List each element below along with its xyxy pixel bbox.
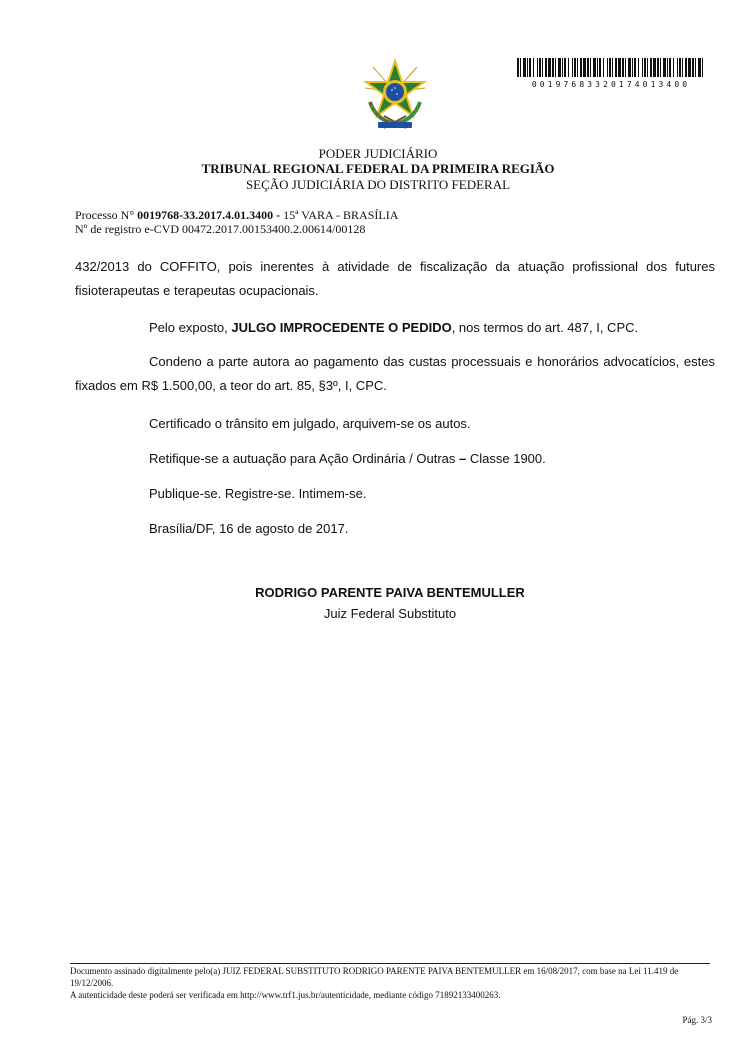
process-number: 0019768-33.2017.4.01.3400 <box>137 208 274 222</box>
paragraph-retificacao <box>149 447 546 471</box>
process-separator: - <box>273 208 284 222</box>
footer-authenticity-note: A autenticidade deste poderá ser verificada em http://www.trf1.jus.br/autenticidade, mediante código 71892133400263. <box>70 990 501 1000</box>
footer-divider <box>70 963 710 964</box>
retificacao-classe: Classe 1900. <box>466 451 546 466</box>
process-line <box>75 208 398 222</box>
dispositivo-fundamento: , nos termos do art. 487, I, CPC. <box>451 320 639 335</box>
barcode-icon <box>517 58 705 77</box>
process-label: Processo N° <box>75 208 138 222</box>
brazil-coat-of-arms-icon <box>362 58 428 130</box>
barcode-number: 00197683320174013400 <box>531 80 691 89</box>
signature-title: Juiz Federal Substituto <box>323 606 457 621</box>
paragraph-dispositivo <box>75 316 715 340</box>
header-tribunal: TRIBUNAL REGIONAL FEDERAL DA PRIMEIRA REGIÃO <box>201 161 555 176</box>
footer <box>70 965 710 1001</box>
signature-name: RODRIGO PARENTE PAIVA BENTEMULLER <box>255 585 525 600</box>
retificacao-dash: – <box>459 451 467 466</box>
dispositivo-decisao: JULGO IMPROCEDENTE O PEDIDO <box>231 320 452 335</box>
retificacao-text: Retifique-se a autuação para Ação Ordinária / Outras <box>149 451 460 466</box>
process-vara: 15ª VARA - BRASÍLIA <box>283 208 399 222</box>
paragraph-transito: Certificado o trânsito em julgado, arquivem-se os autos. <box>149 416 471 431</box>
header-poder-judiciario: PODER JUDICIÁRIO <box>318 146 438 161</box>
paragraph-data: Brasília/DF, 16 de agosto de 2017. <box>149 521 349 536</box>
header-secao: SEÇÃO JUDICIÁRIA DO DISTRITO FEDERAL <box>245 177 511 192</box>
page-number: Pág. 3/3 <box>682 1015 712 1025</box>
paragraph-coffito: 432/2013 do COFFITO, pois inerentes à atividade de fiscalização da atuação profissional dos futures fisioterapeutas e terapeutas ocupacionais. <box>75 259 715 298</box>
paragraph-condenacao: Condeno a parte autora ao pagamento das custas processuais e honorários advocatícios, estes fixados em R$ 1.500,00, a teor do art. 85, §3º, I, CPC. <box>75 354 715 393</box>
dispositivo-intro: Pelo exposto, <box>149 320 232 335</box>
footer-signature-note: Documento assinado digitalmente pelo(a) JUIZ FEDERAL SUBSTITUTO RODRIGO PARENTE PAIVA BENTEMULLER em 16/08/2017, com base na Lei 11.419 de 19/12/2006. <box>70 966 679 988</box>
registro-line: Nº de registro e-CVD 00472.2017.00153400.2.00614/00128 <box>75 222 366 236</box>
paragraph-publique: Publique-se. Registre-se. Intimem-se. <box>149 486 367 501</box>
